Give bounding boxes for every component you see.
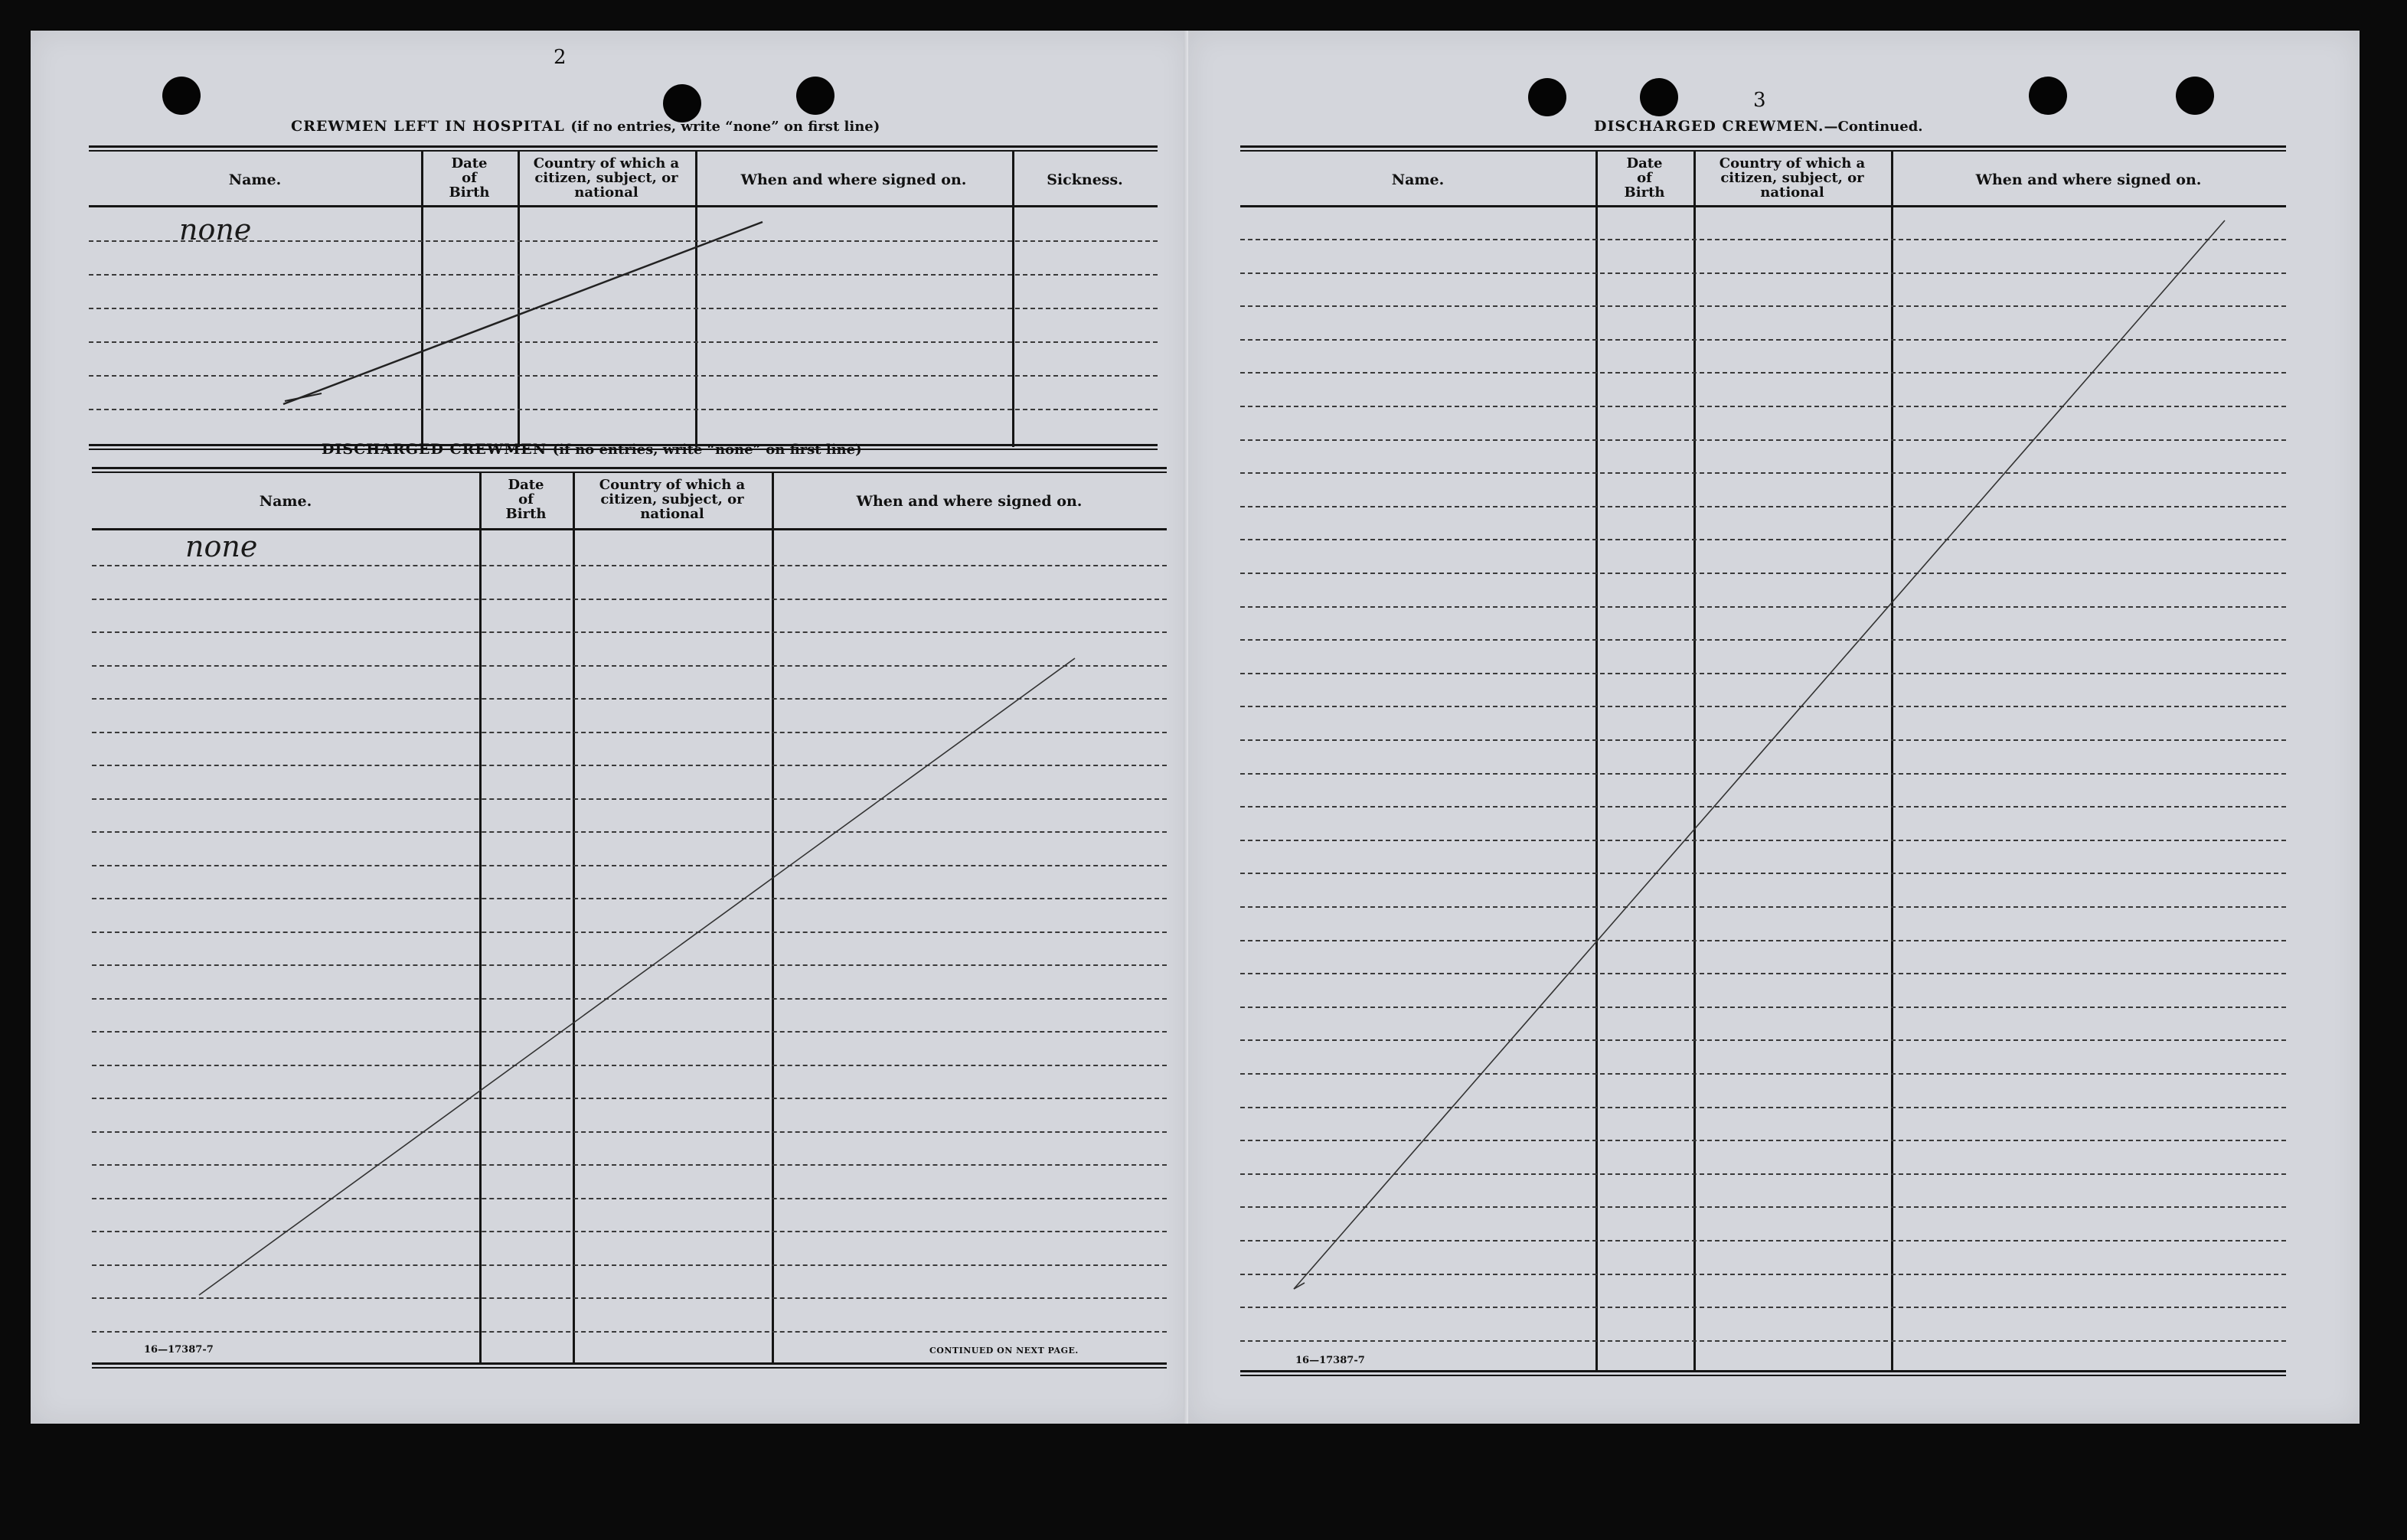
ruled-row (1240, 706, 2286, 707)
discharged-entry-none: none (185, 530, 258, 563)
ruled-row (92, 1065, 1167, 1066)
ruled-row (1240, 239, 2286, 240)
ruled-row (1240, 973, 2286, 974)
col-date-of-birth: Date of Birth (1624, 155, 1665, 201)
col-date-of-birth: Date of Birth (505, 477, 547, 522)
ruled-row (1240, 639, 2286, 641)
ruled-row (1240, 1206, 2286, 1208)
ruled-row (1240, 1107, 2286, 1108)
discharged-continued-title (1594, 118, 1923, 135)
col-signed-on: When and where signed on. (856, 493, 1083, 510)
ruled-row (1240, 606, 2286, 608)
hospital-table (89, 145, 1158, 452)
ruled-row (1240, 339, 2286, 341)
ruled-row (1240, 1240, 2286, 1241)
ruled-row (92, 1031, 1167, 1033)
discharged-table-left (92, 467, 1167, 1370)
col-country: Country of which a citizen, subject, or national (599, 477, 746, 522)
ruled-row (92, 665, 1167, 667)
ruled-row (1240, 573, 2286, 574)
ruled-row (92, 1331, 1167, 1333)
ruled-row (1240, 305, 2286, 307)
ruled-row (92, 599, 1167, 600)
ruled-row (92, 998, 1167, 1000)
ruled-row (1240, 506, 2286, 507)
discharged-title-text: DISCHARGED CREWMEN (322, 441, 547, 458)
ruled-row (92, 1231, 1167, 1232)
ruled-row (92, 1164, 1167, 1166)
continued-note: CONTINUED ON NEXT PAGE. (929, 1346, 1079, 1356)
discharged-section-title (322, 441, 862, 458)
ruled-row (92, 831, 1167, 833)
punch-hole (2029, 77, 2067, 115)
punch-hole (1640, 78, 1678, 116)
punch-hole (2176, 77, 2214, 115)
ruled-row (1240, 539, 2286, 540)
ruled-row (92, 1131, 1167, 1133)
page-number: 2 (554, 46, 567, 69)
ruled-row (1240, 372, 2286, 374)
ruled-row (92, 565, 1167, 566)
col-name: Name. (1391, 171, 1445, 188)
col-country: Country of which a citizen, subject, or national (533, 155, 680, 201)
ruled-row (1240, 1140, 2286, 1141)
ruled-row (92, 1198, 1167, 1199)
col-name: Name. (259, 493, 312, 510)
ruled-row (92, 798, 1167, 800)
hospital-title-note: (if no entries, write “none” on first line) (570, 119, 880, 135)
ruled-row (1240, 272, 2286, 274)
ruled-row (1240, 806, 2286, 808)
discharged-title-note: (if no entries, write “none” on first line) (552, 442, 862, 458)
ruled-row (1240, 873, 2286, 874)
ruled-row (1240, 673, 2286, 674)
ruled-row (1240, 1007, 2286, 1008)
ruled-row (1240, 1039, 2286, 1041)
col-country: Country of which a citizen, subject, or national (1719, 155, 1866, 201)
ruled-row (92, 732, 1167, 733)
col-sickness: Sickness. (1047, 171, 1123, 188)
form-code: 16—17387-7 (1295, 1355, 1365, 1366)
discharged-table-right (1240, 145, 2286, 1375)
ruled-row (1240, 773, 2286, 775)
ruled-row (1240, 940, 2286, 941)
ruled-row (92, 898, 1167, 899)
ruled-row (1240, 906, 2286, 908)
ruled-row (92, 964, 1167, 966)
hospital-title-text: CREWMEN LEFT IN HOSPITAL (291, 118, 565, 135)
hospital-section-title (291, 118, 880, 135)
punch-hole (162, 77, 201, 115)
form-code: 16—17387-7 (144, 1344, 214, 1356)
col-name: Name. (228, 171, 282, 188)
ruled-row (1240, 472, 2286, 474)
ruled-row (1240, 739, 2286, 741)
ruled-row (92, 765, 1167, 766)
ruled-row (1240, 1307, 2286, 1308)
col-signed-on: When and where signed on. (1975, 171, 2202, 188)
ruled-row (92, 1297, 1167, 1299)
ruled-row (92, 698, 1167, 700)
ruled-row (1240, 439, 2286, 441)
punch-hole (1528, 78, 1566, 116)
ruled-row (92, 1264, 1167, 1266)
col-date-of-birth: Date of Birth (449, 155, 490, 201)
punch-hole (796, 77, 834, 115)
ruled-row (1240, 1173, 2286, 1175)
ruled-row (1240, 1073, 2286, 1075)
ruled-row (92, 865, 1167, 866)
ruled-row (92, 1098, 1167, 1099)
page-number: 3 (1753, 89, 1766, 112)
punch-hole (663, 84, 701, 122)
ruled-row (1240, 406, 2286, 407)
col-signed-on: When and where signed on. (740, 171, 967, 188)
continued-label: —Continued. (1824, 119, 1923, 135)
left-page (31, 31, 1188, 1424)
ruled-row (1240, 1274, 2286, 1275)
hospital-entry-none: none (179, 213, 252, 246)
ruled-row (92, 631, 1167, 633)
ruled-row (92, 932, 1167, 933)
ruled-row (1240, 840, 2286, 841)
ruled-row (1240, 1340, 2286, 1342)
right-page (1188, 31, 2360, 1424)
discharged-continued-text: DISCHARGED CREWMEN. (1594, 118, 1824, 135)
